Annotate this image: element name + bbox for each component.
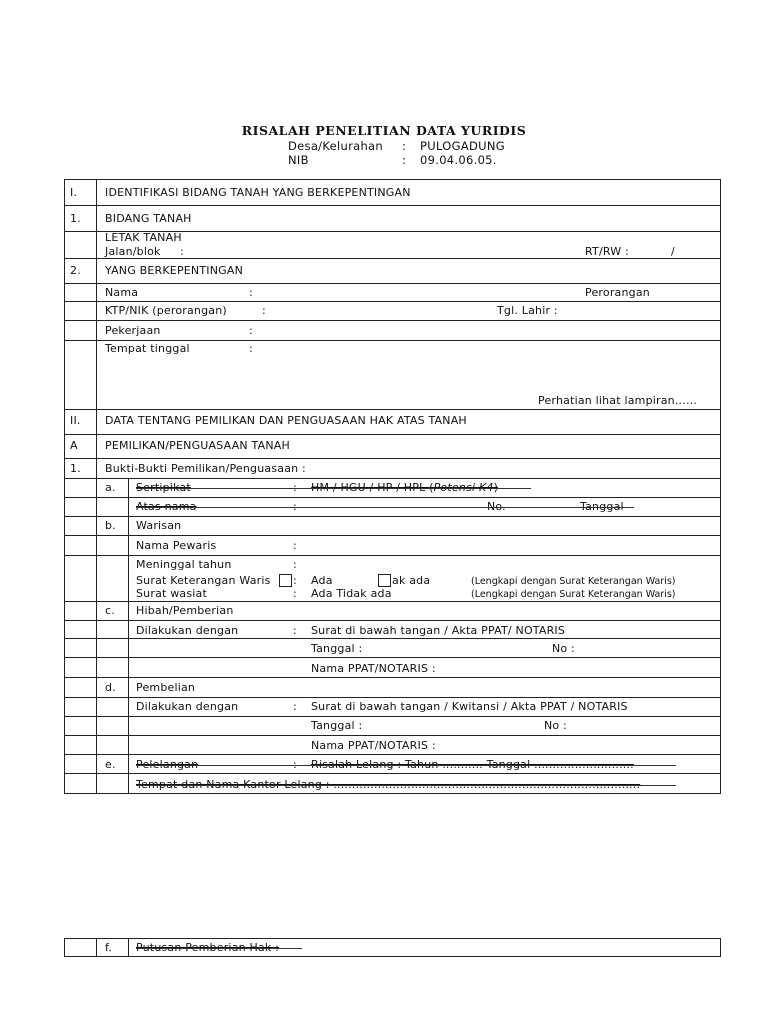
pembelian-dilakukan-label: Dilakukan dengan bbox=[136, 700, 239, 713]
nib-value: 09.04.06.05. bbox=[420, 153, 497, 167]
hibah-no-label: No : bbox=[552, 642, 575, 655]
pembelian-nama-ppat-label: Nama PPAT/NOTARIS : bbox=[311, 739, 436, 752]
skw-ada-option: Ada bbox=[311, 574, 333, 587]
perorangan-label: Perorangan bbox=[585, 286, 650, 299]
pelelangan-separator: : bbox=[293, 758, 297, 771]
sertipikat-value: HM / HGU / HP / HPL (Potensi K4) bbox=[311, 481, 499, 494]
pembelian-label: Pembelian bbox=[136, 681, 196, 694]
section-2-number: II. bbox=[70, 414, 81, 427]
letak-tanah-label: LETAK TANAH bbox=[105, 231, 182, 244]
hibah-dilakukan-value: Surat di bawah tangan / Akta PPAT/ NOTARIS bbox=[311, 624, 566, 637]
surat-keterangan-waris-label: Surat Keterangan Waris bbox=[136, 574, 271, 587]
jalan-blok-separator: : bbox=[180, 245, 184, 258]
nib-separator: : bbox=[402, 153, 407, 167]
perhatian-lampiran-note: Perhatian lihat lampiran...... bbox=[538, 394, 698, 407]
nama-pewaris-label: Nama Pewaris bbox=[136, 539, 217, 552]
warisan-label: Warisan bbox=[136, 519, 182, 532]
putusan-strike-line bbox=[136, 948, 302, 949]
surat-wasiat-note: (Lengkapi dengan Surat Keterangan Waris) bbox=[471, 589, 676, 600]
item-d-letter: d. bbox=[105, 681, 116, 694]
section-1-number: I. bbox=[70, 186, 78, 199]
ktp-nik-separator: : bbox=[262, 304, 266, 317]
bidang-tanah-label: BIDANG TANAH bbox=[105, 212, 192, 225]
nama-separator: : bbox=[249, 286, 253, 299]
sertipikat-label: Sertipikat bbox=[136, 481, 191, 494]
skw-checkbox-icon[interactable] bbox=[279, 574, 292, 587]
pemilikan-penguasaan-label: PEMILIKAN/PENGUASAAN TANAH bbox=[105, 439, 290, 452]
tgl-lahir-label: Tgl. Lahir : bbox=[497, 304, 558, 317]
row-1-number: 1. bbox=[70, 212, 81, 225]
sertipikat-separator: : bbox=[293, 481, 297, 494]
pelelangan-strike-line bbox=[136, 765, 676, 766]
pelelangan-label: Pelelangan bbox=[136, 758, 199, 771]
document-title: RISALAH PENELITIAN DATA YURIDIS bbox=[241, 123, 527, 138]
skw-tidak-ada-option: ak ada bbox=[392, 574, 431, 587]
hibah-tanggal-label: Tanggal : bbox=[311, 642, 363, 655]
pekerjaan-label: Pekerjaan bbox=[105, 324, 161, 337]
hibah-dilakukan-label: Dilakukan dengan bbox=[136, 624, 239, 637]
skw-separator: : bbox=[293, 574, 297, 587]
item-b-letter: b. bbox=[105, 519, 116, 532]
skw-tidak-checkbox-icon[interactable] bbox=[378, 574, 391, 587]
desa-value: PULOGADUNG bbox=[420, 139, 505, 153]
tempat-tinggal-label: Tempat tinggal bbox=[105, 342, 190, 355]
item-a-letter: a. bbox=[105, 481, 116, 494]
putusan-pemberian-hak-label: Putusan Pemberian Hak : bbox=[136, 941, 280, 954]
yang-berkepentingan-label: YANG BERKEPENTINGAN bbox=[105, 264, 244, 277]
pekerjaan-separator: : bbox=[249, 324, 253, 337]
pembelian-dilakukan-separator: : bbox=[293, 700, 297, 713]
pembelian-dilakukan-value: Surat di bawah tangan / Kwitansi / Akta PPAT / NOTARIS bbox=[311, 700, 628, 713]
hibah-pemberian-label: Hibah/Pemberian bbox=[136, 604, 234, 617]
pembelian-tanggal-label: Tanggal : bbox=[311, 719, 363, 732]
pembelian-no-label: No : bbox=[544, 719, 567, 732]
item-e-letter: e. bbox=[105, 758, 116, 771]
item-f-letter: f. bbox=[105, 941, 112, 954]
rt-rw-slash: / bbox=[671, 245, 675, 258]
desa-separator: : bbox=[402, 139, 407, 153]
tempat-lelang-strike-line bbox=[136, 785, 676, 786]
nama-pewaris-separator: : bbox=[293, 539, 297, 552]
rt-rw-label: RT/RW : bbox=[585, 245, 629, 258]
meninggal-tahun-label: Meninggal tahun bbox=[136, 558, 232, 571]
bukti-row-number: 1. bbox=[70, 462, 81, 475]
hibah-dilakukan-separator: : bbox=[293, 624, 297, 637]
tempat-tinggal-separator: : bbox=[249, 342, 253, 355]
nib-label: NIB bbox=[288, 153, 309, 167]
atas-nama-label: Atas nama bbox=[136, 500, 197, 513]
bukti-pemilikan-label: Bukti-Bukti Pemilikan/Penguasaan : bbox=[105, 462, 306, 475]
nama-label: Nama bbox=[105, 286, 139, 299]
item-c-letter: c. bbox=[105, 604, 115, 617]
hibah-nama-ppat-label: Nama PPAT/NOTARIS : bbox=[311, 662, 436, 675]
surat-wasiat-value: Ada Tidak ada bbox=[311, 587, 392, 600]
sertipikat-strike-line bbox=[136, 488, 531, 489]
surat-wasiat-separator: : bbox=[293, 587, 297, 600]
atas-nama-tanggal-label: Tanggal bbox=[580, 500, 624, 513]
risalah-lelang-value: Risalah Lelang : Tahun ........... Tanggal ........................... bbox=[311, 758, 634, 771]
atas-nama-no-label: No. bbox=[487, 500, 506, 513]
atas-nama-separator: : bbox=[293, 500, 297, 513]
section-1-title: IDENTIFIKASI BIDANG TANAH YANG BERKEPENTINGAN bbox=[105, 186, 411, 199]
desa-label: Desa/Kelurahan bbox=[288, 139, 383, 153]
row-a-letter: A bbox=[70, 439, 78, 452]
jalan-blok-label: Jalan/blok bbox=[105, 245, 161, 258]
atas-nama-strike-line bbox=[136, 507, 634, 508]
tempat-kantor-lelang: Tempat dan Nama Kantor Lelang : ................................................................................... bbox=[136, 778, 641, 791]
row-2-number: 2. bbox=[70, 264, 81, 277]
ktp-nik-label: KTP/NIK (perorangan) bbox=[105, 304, 227, 317]
section-2-title: DATA TENTANG PEMILIKAN DAN PENGUASAAN HAK ATAS TANAH bbox=[105, 414, 467, 427]
surat-wasiat-label: Surat wasiat bbox=[136, 587, 208, 600]
meninggal-tahun-separator: : bbox=[293, 558, 297, 571]
skw-note: (Lengkapi dengan Surat Keterangan Waris) bbox=[471, 576, 676, 587]
